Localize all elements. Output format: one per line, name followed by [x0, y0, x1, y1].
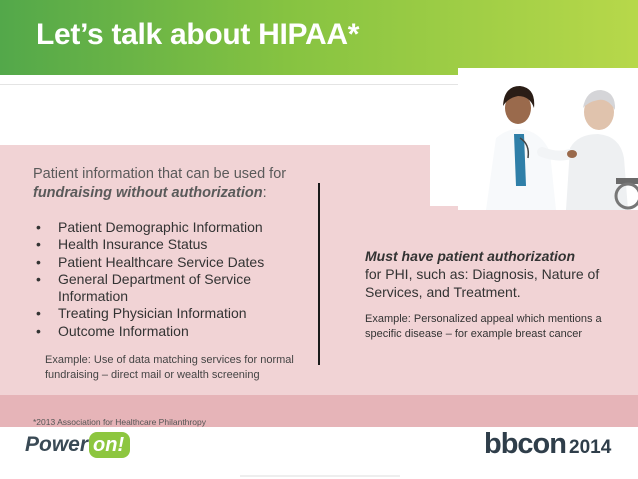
list-item	[34, 254, 304, 271]
list-item-text: Outcome Information	[58, 322, 189, 339]
title-banner	[0, 0, 638, 75]
logo-left-on: on!	[89, 432, 130, 458]
left-intro-suffix: :	[262, 185, 267, 201]
logo-right-bbcon: bbcon	[484, 428, 566, 460]
list-item	[34, 236, 304, 253]
list-item	[34, 219, 304, 236]
list-item	[34, 305, 304, 322]
slide-title: Let’s talk about HIPAA*	[36, 18, 360, 51]
bullet-icon: •	[36, 322, 41, 339]
authorization-required-block	[365, 247, 625, 301]
source-footnote: *2013 Association for Healthcare Philanthropy	[33, 417, 206, 427]
authorization-body: for PHI, such as: Diagnosis, Nature of Services, and Treatment.	[365, 266, 600, 300]
list-item-text: Treating Physician Information	[58, 305, 247, 322]
doctor-patient-photo	[458, 68, 638, 210]
authorization-heading: Must have patient authorization	[365, 248, 576, 264]
left-example-text: Example: Use of data matching services for normal fundraising – direct mail or wealth screening	[45, 354, 294, 381]
bullet-icon: •	[36, 236, 41, 253]
right-example-text: Example: Personalized appeal which mentions a specific disease – for example breast cancer	[365, 313, 602, 340]
list-item-text: Patient Demographic Information	[58, 219, 263, 235]
left-intro-text: Patient information that can be used for	[33, 166, 287, 182]
left-intro-emphasis: fundraising without authorization	[33, 185, 263, 201]
logo-left-power: Power	[25, 433, 89, 456]
logo-right-year: 2014	[569, 437, 612, 458]
bullet-icon: •	[36, 253, 41, 270]
bullet-icon: •	[36, 305, 41, 322]
bullet-icon: •	[36, 270, 41, 287]
permitted-info-list	[34, 219, 304, 340]
list-item	[34, 271, 304, 306]
list-item-text: Health Insurance Status	[58, 236, 208, 253]
bottom-rule	[240, 475, 400, 477]
bullet-icon: •	[36, 219, 41, 235]
list-item-text: Patient Healthcare Service Dates	[58, 253, 265, 270]
list-item-text: General Department of Service Information	[58, 270, 251, 305]
bbcon-logo	[484, 428, 611, 464]
left-intro	[33, 165, 318, 203]
column-divider	[318, 183, 320, 365]
power-on-logo	[25, 428, 130, 462]
list-item	[34, 323, 304, 340]
